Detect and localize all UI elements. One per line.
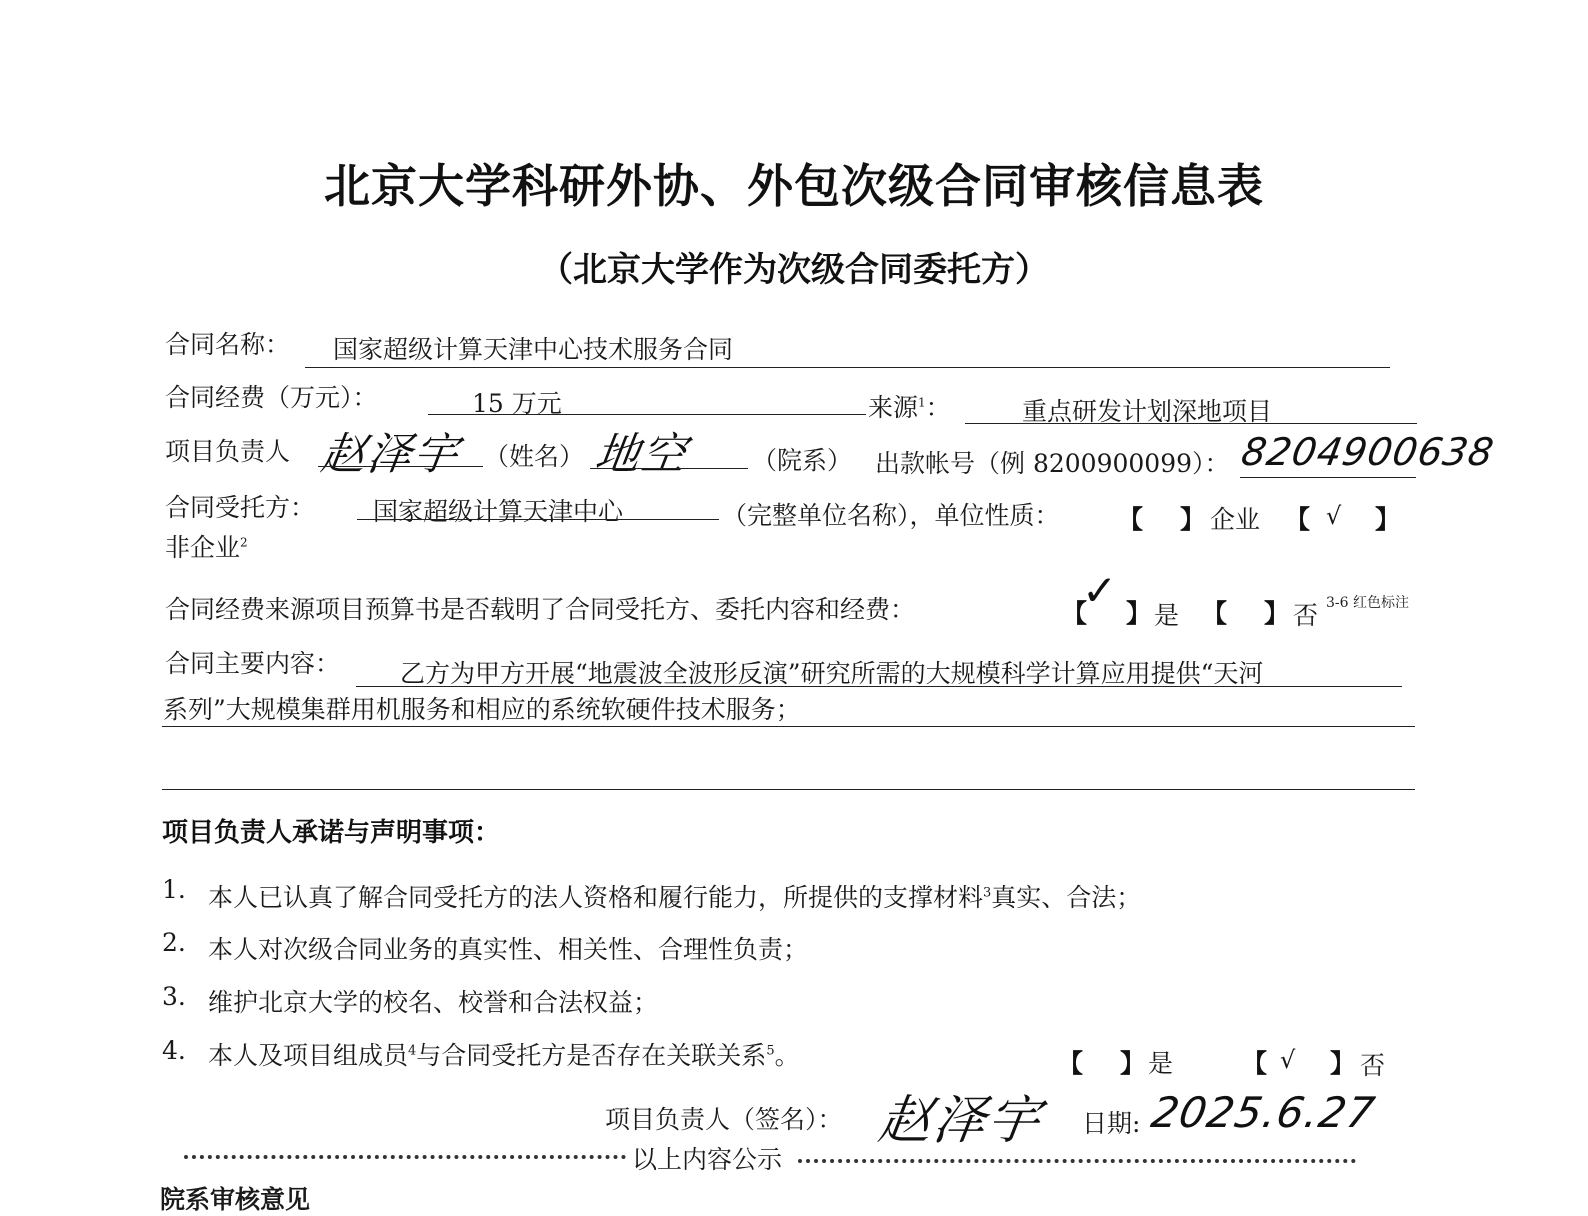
- signature-date-label: 日期:: [1082, 1109, 1141, 1138]
- signature-label: 项目负责人（签名）：: [605, 1105, 843, 1134]
- handwritten-leader-name: 赵泽宇: [317, 429, 463, 480]
- relation-yes-label: 是: [1148, 1049, 1174, 1078]
- enterprise-option-label: 企业: [1210, 505, 1261, 534]
- dotted-divider-left: [184, 1155, 626, 1159]
- commitment-number: 2.: [162, 928, 186, 957]
- main-content-underline-1: [356, 686, 1402, 687]
- relation-no-checkmark[interactable]: √: [1280, 1046, 1296, 1074]
- commitment-item-1: 本人已认真了解合同受托方的法人资格和履行能力，所提供的支撑材料$^3$真实、合法；: [208, 883, 1142, 912]
- commitment-number: 4.: [162, 1036, 186, 1065]
- relation-yes-bracket-open: 【: [1058, 1049, 1084, 1078]
- dotted-divider-right: [798, 1159, 1356, 1163]
- contract-fee-value: 15 万元: [472, 389, 562, 418]
- budget-yes-bracket-open: 【: [1062, 599, 1088, 628]
- handwritten-department: 地空: [591, 429, 691, 480]
- relation-no-bracket-close: 】: [1330, 1049, 1356, 1078]
- contract-name-label: 合同名称：: [165, 330, 291, 359]
- account-label: 出款帐号（例 8200900099）：: [875, 449, 1230, 478]
- contract-fee-underline: [428, 414, 866, 415]
- project-leader-label: 项目负责人: [165, 437, 291, 466]
- main-content-line1: 乙方为甲方开展“地震波全波形反演”研究所需的大规模科学计算应用提供“天河: [400, 659, 1264, 688]
- contractee-value: 国家超级计算天津中心: [373, 497, 624, 526]
- main-content-underline-3: [162, 789, 1415, 790]
- document-subtitle: （北京大学作为次级合同委托方）: [539, 250, 1049, 290]
- budget-question-text: 合同经费来源项目预算书是否载明了合同受托方、委托内容和经费：: [165, 595, 916, 624]
- document-title: 北京大学科研外协、外包次级合同审核信息表: [324, 159, 1264, 213]
- contractee-suffix: （完整单位名称），单位性质：: [722, 501, 1060, 530]
- account-underline: [1240, 477, 1416, 478]
- department-underline: [590, 468, 748, 469]
- handwritten-date: 2025.6.27: [1147, 1088, 1380, 1137]
- fee-source-value: 重点研发计划深地项目: [1022, 397, 1273, 426]
- main-content-line2: 系列”大规模集群用机服务和相应的系统软硬件技术服务；: [163, 695, 801, 724]
- budget-note: 3-6 红色标注: [1326, 595, 1409, 611]
- commitment-item-3: 维护北京大学的校名、校誉和合法权益；: [208, 988, 659, 1017]
- contract-name-underline: [305, 367, 1390, 368]
- commitment-number: 1.: [162, 875, 186, 904]
- fee-source-label: 来源$^1$：: [868, 393, 951, 422]
- enterprise-bracket-open: 【: [1118, 505, 1144, 534]
- main-content-underline-2: [162, 726, 1415, 727]
- budget-yes-bracket-close: 】: [1126, 599, 1152, 628]
- budget-no-label: 否: [1293, 601, 1319, 630]
- budget-no-bracket-close: 】: [1264, 599, 1290, 628]
- commitments-heading: 项目负责人承诺与声明事项：: [162, 818, 501, 848]
- department-suffix: （院系）: [752, 446, 853, 475]
- nonenterprise-checkmark[interactable]: √: [1326, 502, 1342, 530]
- leader-name-underline: [318, 466, 483, 467]
- relation-yes-bracket-close: 】: [1120, 1049, 1146, 1078]
- commitment-item-2: 本人对次级合同业务的真实性、相关性、合理性负责；: [208, 935, 809, 964]
- contract-fee-label: 合同经费（万元）：: [165, 383, 378, 412]
- budget-yes-label: 是: [1154, 601, 1180, 630]
- handwritten-account-number: 8204900638: [1238, 430, 1498, 474]
- commitment-number: 3.: [162, 982, 186, 1011]
- main-content-label: 合同主要内容：: [165, 649, 341, 678]
- department-review-heading-partial: 院系审核意见: [160, 1185, 311, 1214]
- fee-source-underline: [965, 423, 1417, 424]
- name-suffix: （姓名）: [484, 442, 585, 471]
- budget-yes-checkmark[interactable]: ✓: [1082, 566, 1118, 615]
- commitment-item-4: 本人及项目组成员$^4$与合同受托方是否存在关联关系$^5$。: [208, 1041, 800, 1070]
- enterprise-bracket-close: 】: [1180, 505, 1206, 534]
- contractee-label: 合同受托方：: [165, 493, 316, 522]
- contract-name-value: 国家超级计算天津中心技术服务合同: [333, 335, 734, 364]
- relation-no-label: 否: [1360, 1051, 1386, 1080]
- contractee-underline: [357, 519, 719, 520]
- nonenterprise-bracket-close: 】: [1375, 505, 1401, 534]
- nonenterprise-bracket-open: 【: [1285, 505, 1311, 534]
- relation-no-bracket-open: 【: [1242, 1049, 1268, 1078]
- nonenterprise-option-label: 非企业$^2$: [165, 533, 248, 562]
- budget-no-bracket-open: 【: [1202, 599, 1228, 628]
- handwritten-signature: 赵泽宇: [875, 1091, 1046, 1151]
- public-notice-label: 以上内容公示: [632, 1145, 783, 1174]
